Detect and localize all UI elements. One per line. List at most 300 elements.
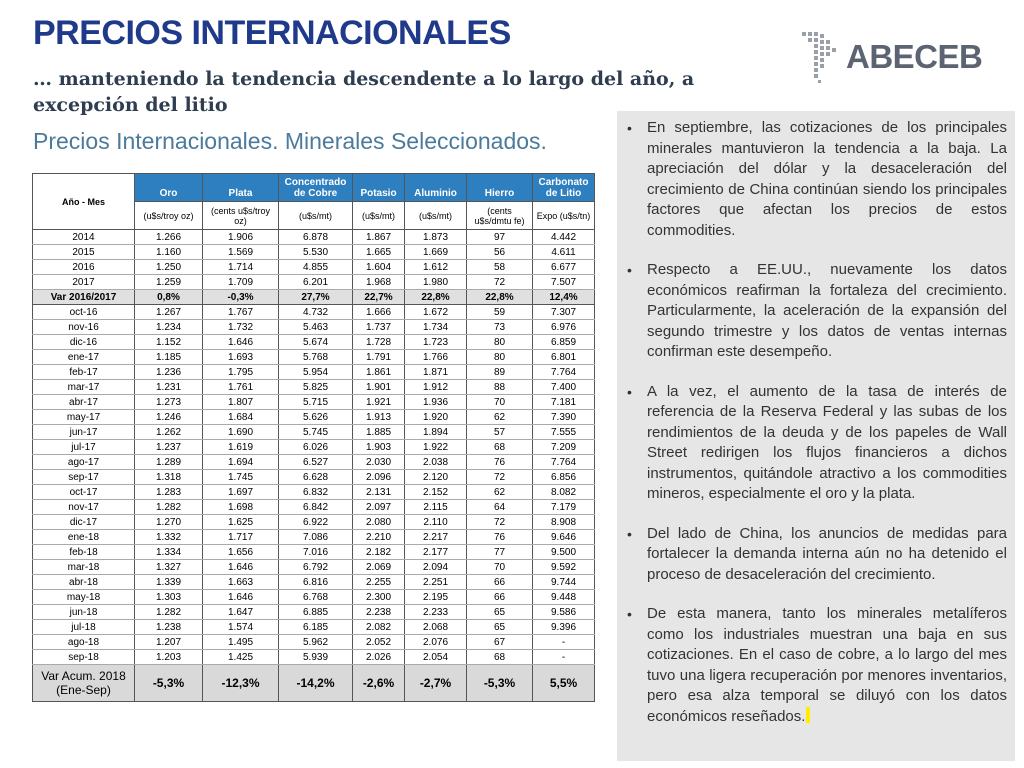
cell-value: 64 [467,500,533,515]
cell-value: 68 [467,650,533,665]
row-label: jul-18 [33,620,135,635]
row-label: 2017 [33,275,135,290]
cell-value: -0,3% [203,290,279,305]
row-label: nov-16 [33,320,135,335]
monthly-row [33,650,595,665]
cell-value: 27,7% [279,290,353,305]
cell-value: 66 [467,575,533,590]
cell-value: 1.207 [135,635,203,650]
cell-value: 7.555 [533,425,595,440]
cell-value: 2.030 [353,455,405,470]
bullet-list [627,118,1007,727]
cell-value: 58 [467,260,533,275]
cell-value: 7.086 [279,530,353,545]
logo-text: ABECEB [846,38,983,75]
header-row [33,174,595,202]
cell-value: 4.611 [533,245,595,260]
cell-value: 1.234 [135,320,203,335]
row-label: 2015 [33,245,135,260]
cell-value: 1.885 [353,425,405,440]
cell-value: 2.115 [405,500,467,515]
cell-value: 6.792 [279,560,353,575]
cell-value: 2.182 [353,545,405,560]
bullet-item [627,382,1007,505]
cell-value: 2.038 [405,455,467,470]
monthly-row [33,530,595,545]
cell-value: 89 [467,365,533,380]
row-label: abr-18 [33,575,135,590]
monthly-row [33,560,595,575]
cell-value: 1.425 [203,650,279,665]
cell-value: 6.628 [279,470,353,485]
cell-value: 1.665 [353,245,405,260]
cell-value: 8.082 [533,485,595,500]
cell-value: 1.262 [135,425,203,440]
cell-value: 6.856 [533,470,595,485]
abeceb-logo [800,28,990,88]
cell-value: 1.303 [135,590,203,605]
cell-value: 1.694 [203,455,279,470]
cell-value: 1.495 [203,635,279,650]
cell-value: 4.855 [279,260,353,275]
cell-value: 2.110 [405,515,467,530]
cell-value: 1.203 [135,650,203,665]
annual-row [33,260,595,275]
cell-value: 1.861 [353,365,405,380]
cell-value: 1.646 [203,590,279,605]
cell-value: 6.922 [279,515,353,530]
cell-value: 62 [467,485,533,500]
row-label: jun-18 [33,605,135,620]
section-title: Precios Internacionales. Minerales Seleccionados. [33,128,547,154]
cell-value: 1.185 [135,350,203,365]
cell-value: 1.267 [135,305,203,320]
bullet-dot-icon: • [627,525,632,542]
cell-value: 9.500 [533,545,595,560]
cell-value: -2,6% [353,665,405,702]
cell-value: 1.936 [405,395,467,410]
cell-value: 6.801 [533,350,595,365]
cell-value: 57 [467,425,533,440]
cell-value: 2.069 [353,560,405,575]
cell-value: 6.878 [279,230,353,245]
cell-value: 2.300 [353,590,405,605]
bullet-text: De esta manera, tanto los minerales metalíferos como los industriales muestran una baja en sus cotizaciones. En el caso de cobre, a lo largo del mes tuvo una ligera recuperación por menores inventarios, pero esa alza temporal se diluyó con los datos económicos reseñados. [647,605,1007,725]
cell-value: 1.250 [135,260,203,275]
bullet-item [627,118,1007,241]
cell-value: 1.767 [203,305,279,320]
cell-value: 1.723 [405,335,467,350]
cell-value: 7.307 [533,305,595,320]
monthly-row [33,620,595,635]
cell-value: 1.625 [203,515,279,530]
cell-value: 6.832 [279,485,353,500]
cell-value: 1.619 [203,440,279,455]
column-header: Concentrado de Cobre [279,174,353,202]
cell-value: 1.236 [135,365,203,380]
column-unit: (cents u$s/dmtu fe) [467,202,533,230]
cell-value: 88 [467,380,533,395]
cell-value: 1.922 [405,440,467,455]
cell-value: - [533,635,595,650]
variation-row [33,290,595,305]
monthly-row [33,305,595,320]
cell-value: 2.238 [353,605,405,620]
page-subtitle: … manteniendo la tendencia descendente a lo largo del año, a excepción del litio [33,68,695,116]
cell-value: 70 [467,560,533,575]
bullet-dot-icon: • [627,262,632,278]
cell-value: 9.586 [533,605,595,620]
cell-value: 1.912 [405,380,467,395]
cell-value: 9.592 [533,560,595,575]
row-label: abr-17 [33,395,135,410]
cell-value: 7.507 [533,275,595,290]
annual-row [33,230,595,245]
cell-value: 1.656 [203,545,279,560]
cell-value: 22,7% [353,290,405,305]
bullet-text: A la vez, el aumento de la tasa de interés de referencia de la Reserva Federal y las subas de los rendimientos de la deuda y de los papeles de Wall Street redirigen los flujos financieros a dichos instrumentos, quitándole atractivo a los commodities mineros, especialmente el oro y la plata. [647,382,1007,502]
cell-value: 1.282 [135,605,203,620]
row-label: oct-17 [33,485,135,500]
monthly-row [33,545,595,560]
cell-value: 1.604 [353,260,405,275]
cell-value: 1.717 [203,530,279,545]
cell-value: 1.612 [405,260,467,275]
cell-value: 80 [467,335,533,350]
cell-value: 2.251 [405,575,467,590]
column-unit: (u$s/mt) [353,202,405,230]
cell-value: 1.666 [353,305,405,320]
row-label: feb-17 [33,365,135,380]
cell-value: 72 [467,515,533,530]
cell-value: 7.181 [533,395,595,410]
monthly-row [33,605,595,620]
monthly-row [33,575,595,590]
cell-value: 70 [467,395,533,410]
cell-value: 2.026 [353,650,405,665]
cell-value: 2.080 [353,515,405,530]
cell-value: 6.768 [279,590,353,605]
cell-value: 77 [467,545,533,560]
cell-value: 1.327 [135,560,203,575]
bullet-dot-icon: • [627,606,632,622]
cell-value: 1.646 [203,335,279,350]
row-label: ago-17 [33,455,135,470]
cell-value: 2.082 [353,620,405,635]
cell-value: 5.626 [279,410,353,425]
cell-value: 56 [467,245,533,260]
year-month-header: Año - Mes [33,174,135,230]
bullet-item [627,604,1007,727]
cell-value: -14,2% [279,665,353,702]
cell-value: 1.737 [353,320,405,335]
cell-value: 1.246 [135,410,203,425]
cell-value: 6.201 [279,275,353,290]
row-label: 2016 [33,260,135,275]
cell-value: 1.734 [405,320,467,335]
cell-value: 1.714 [203,260,279,275]
bullet-text: En septiembre, las cotizaciones de los principales minerales mantuvieron la tendencia a la baja. La apreciación del dólar y la desaceleración del crecimiento de China continúan siendo los principales factores que afectan los precios de estos commodities. [647,119,1007,239]
accumulated-variation-row [33,665,595,702]
cell-value: 1.906 [203,230,279,245]
monthly-row [33,455,595,470]
cell-value: 5.962 [279,635,353,650]
cell-value: 2.177 [405,545,467,560]
bullet-dot-icon: • [627,383,632,400]
bullet-item [627,260,1007,363]
cell-value: 2.094 [405,560,467,575]
cell-value: 1.684 [203,410,279,425]
cell-value: 5.530 [279,245,353,260]
cell-value: 6.677 [533,260,595,275]
column-header: Hierro [467,174,533,202]
cell-value: 1.873 [405,230,467,245]
row-label: nov-17 [33,500,135,515]
cell-value: 2.052 [353,635,405,650]
monthly-row [33,515,595,530]
cell-value: 12,4% [533,290,595,305]
cell-value: 2.131 [353,485,405,500]
column-unit: Expo (u$s/tn) [533,202,595,230]
cell-value: 1.669 [405,245,467,260]
row-label: may-18 [33,590,135,605]
cell-value: 9.396 [533,620,595,635]
cell-value: 1.709 [203,275,279,290]
prices-table-container [32,173,594,702]
cell-value: 1.334 [135,545,203,560]
cell-value: 2.195 [405,590,467,605]
cell-value: 1.766 [405,350,467,365]
cell-value: 1.339 [135,575,203,590]
cell-value: 1.867 [353,230,405,245]
monthly-row [33,320,595,335]
row-label: feb-18 [33,545,135,560]
row-label: Var 2016/2017 [33,290,135,305]
monthly-row [33,440,595,455]
cell-value: 5.715 [279,395,353,410]
cell-value: 5,5% [533,665,595,702]
row-label: mar-17 [33,380,135,395]
cell-value: 1.693 [203,350,279,365]
row-label: ene-17 [33,350,135,365]
cell-value: 2.210 [353,530,405,545]
monthly-row [33,470,595,485]
cell-value: 2.152 [405,485,467,500]
cell-value: 22,8% [467,290,533,305]
cell-value: 1.903 [353,440,405,455]
cell-value: 1.871 [405,365,467,380]
monthly-row [33,365,595,380]
column-header: Carbonato de Litio [533,174,595,202]
column-header: Potasio [353,174,405,202]
cell-value: 2.097 [353,500,405,515]
cell-value: 6.816 [279,575,353,590]
cell-value: 1.732 [203,320,279,335]
cell-value: 5.768 [279,350,353,365]
row-label: ago-18 [33,635,135,650]
row-label: jul-17 [33,440,135,455]
cell-value: 73 [467,320,533,335]
cell-value: 1.894 [405,425,467,440]
cell-value: 65 [467,605,533,620]
cell-value: 1.160 [135,245,203,260]
cell-value: 1.920 [405,410,467,425]
cell-value: 7.179 [533,500,595,515]
cell-value: 1.332 [135,530,203,545]
logo-map-icon [800,28,846,88]
bullet-text: Respecto a EE.UU., nuevamente los datos económicos reafirman la fortaleza del crecimiento. Particularmente, la aceleración de la expansión del segundo trimestre y los datos de ventas internas confirman este desempeño. [647,261,1007,360]
cell-value: 1.698 [203,500,279,515]
cell-value: 1.569 [203,245,279,260]
prices-table [32,173,595,702]
cell-value: 7.764 [533,455,595,470]
cell-value: 9.646 [533,530,595,545]
commentary-panel [617,111,1015,761]
table-body [33,230,595,702]
cell-value: 59 [467,305,533,320]
cell-value: 6.885 [279,605,353,620]
monthly-row [33,380,595,395]
cell-value: 1.663 [203,575,279,590]
cell-value: 76 [467,455,533,470]
cell-value: 1.270 [135,515,203,530]
row-label: mar-18 [33,560,135,575]
row-label: Var Acum. 2018 (Ene-Sep) [33,665,135,702]
cell-value: 1.289 [135,455,203,470]
cell-value: 68 [467,440,533,455]
cell-value: 1.690 [203,425,279,440]
cell-value: 1.647 [203,605,279,620]
monthly-row [33,395,595,410]
cell-value: 2.096 [353,470,405,485]
cell-value: 2.255 [353,575,405,590]
cell-value: 72 [467,275,533,290]
cell-value: 9.448 [533,590,595,605]
annual-row [33,245,595,260]
cell-value: 5.463 [279,320,353,335]
row-label: sep-17 [33,470,135,485]
cell-value: 1.980 [405,275,467,290]
cell-value: 67 [467,635,533,650]
cell-value: 1.318 [135,470,203,485]
cell-value: 1.672 [405,305,467,320]
cell-value: 1.266 [135,230,203,245]
cell-value: 72 [467,470,533,485]
column-unit: (u$s/mt) [405,202,467,230]
cell-value: 2.068 [405,620,467,635]
cell-value: 22,8% [405,290,467,305]
cell-value: 1.273 [135,395,203,410]
cell-value: 2.120 [405,470,467,485]
cell-value: 1.807 [203,395,279,410]
cell-value: 66 [467,590,533,605]
cell-value: 9.744 [533,575,595,590]
cell-value: 7.390 [533,410,595,425]
monthly-row [33,590,595,605]
column-header: Oro [135,174,203,202]
cell-value: 6.842 [279,500,353,515]
page-title: PRECIOS INTERNACIONALES [33,14,511,52]
monthly-row [33,635,595,650]
column-unit: (u$s/troy oz) [135,202,203,230]
cell-value: -12,3% [203,665,279,702]
cell-value: 1.152 [135,335,203,350]
cell-value: 7.209 [533,440,595,455]
row-label: dic-17 [33,515,135,530]
cell-value: 6.026 [279,440,353,455]
cell-value: 1.795 [203,365,279,380]
cell-value: 2.217 [405,530,467,545]
cell-value: 7.764 [533,365,595,380]
cell-value: 4.732 [279,305,353,320]
cell-value: 7.400 [533,380,595,395]
cell-value: 1.238 [135,620,203,635]
text-cursor-marker [806,707,810,723]
row-label: 2014 [33,230,135,245]
cell-value: 2.054 [405,650,467,665]
cell-value: 7.016 [279,545,353,560]
cell-value: 97 [467,230,533,245]
row-label: oct-16 [33,305,135,320]
cell-value: 2.076 [405,635,467,650]
cell-value: 1.646 [203,560,279,575]
cell-value: 62 [467,410,533,425]
cell-value: 1.282 [135,500,203,515]
cell-value: 1.901 [353,380,405,395]
cell-value: 5.745 [279,425,353,440]
cell-value: 1.231 [135,380,203,395]
row-label: may-17 [33,410,135,425]
monthly-row [33,425,595,440]
cell-value: 1.745 [203,470,279,485]
cell-value: 80 [467,350,533,365]
column-header: Plata [203,174,279,202]
monthly-row [33,485,595,500]
cell-value: 5.674 [279,335,353,350]
cell-value: 6.527 [279,455,353,470]
row-label: ene-18 [33,530,135,545]
column-unit: (u$s/mt) [279,202,353,230]
cell-value: 5.939 [279,650,353,665]
cell-value: -2,7% [405,665,467,702]
cell-value: 1.237 [135,440,203,455]
cell-value: 8.908 [533,515,595,530]
cell-value: -5,3% [135,665,203,702]
cell-value: 1.697 [203,485,279,500]
cell-value: 65 [467,620,533,635]
row-label: jun-17 [33,425,135,440]
bullet-dot-icon: • [627,120,632,136]
cell-value: 76 [467,530,533,545]
row-label: sep-18 [33,650,135,665]
cell-value: 1.259 [135,275,203,290]
cell-value: 1.761 [203,380,279,395]
cell-value: 6.185 [279,620,353,635]
cell-value: 1.791 [353,350,405,365]
monthly-row [33,500,595,515]
cell-value: 6.976 [533,320,595,335]
bullet-item [627,524,1007,586]
cell-value: - [533,650,595,665]
annual-row [33,275,595,290]
cell-value: 5.954 [279,365,353,380]
cell-value: 4.442 [533,230,595,245]
column-header: Aluminio [405,174,467,202]
cell-value: 1.728 [353,335,405,350]
cell-value: 6.859 [533,335,595,350]
cell-value: -5,3% [467,665,533,702]
monthly-row [33,350,595,365]
